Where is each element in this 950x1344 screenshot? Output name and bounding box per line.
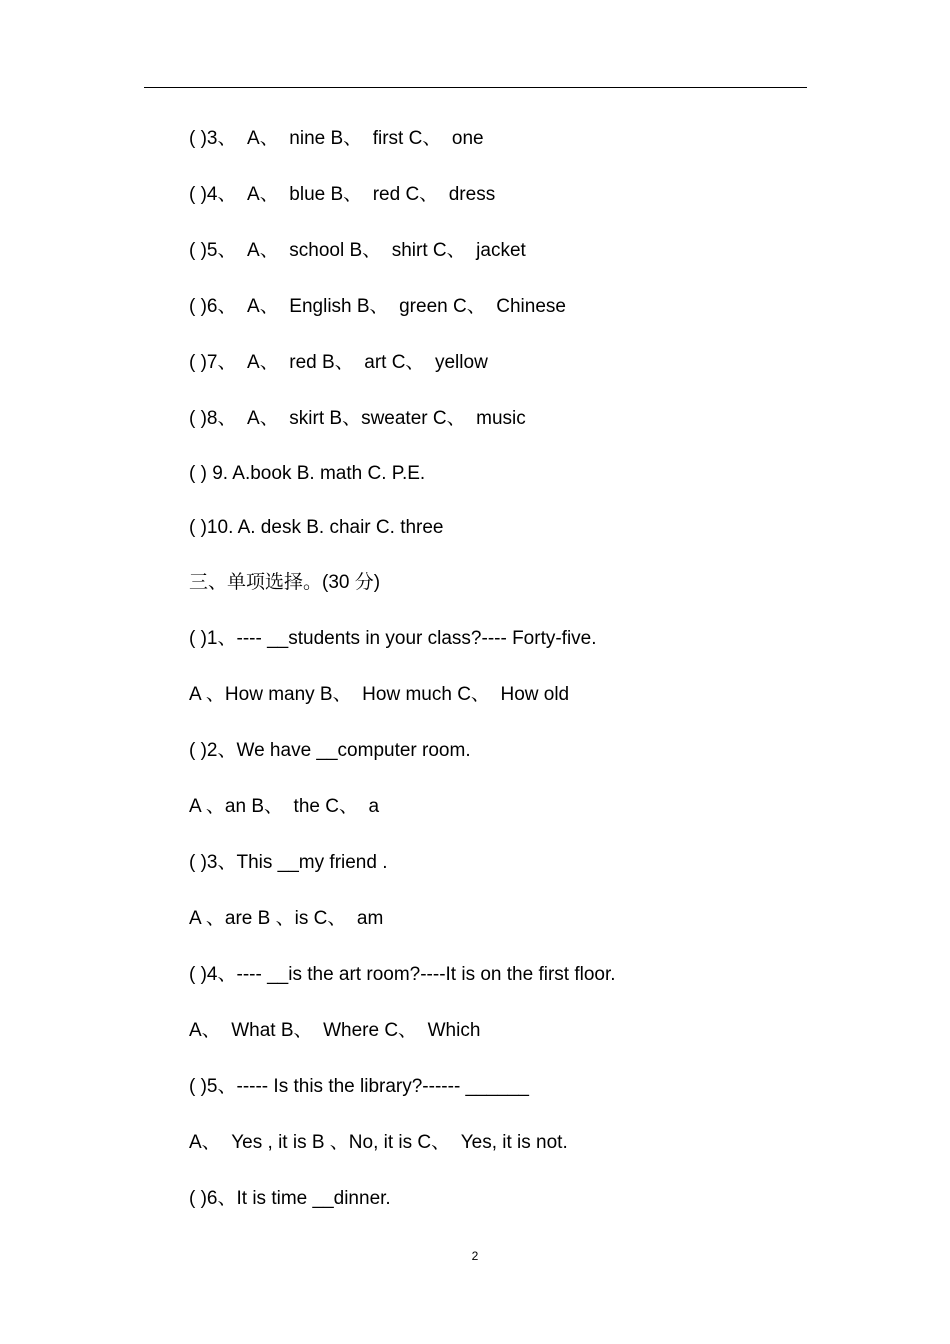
question-line: ( )3、 A、 nine B、 first C、 one [189, 128, 484, 149]
question-line: ( )4、 A、 blue B、 red C、 dress [189, 184, 496, 205]
question-line: ( )10. A. desk B. chair C. three [189, 517, 444, 538]
header-rule [144, 87, 807, 88]
question-line: ( )8、 A、 skirt B、sweater C、 music [189, 408, 526, 429]
question-line: ( )4、---- __is the art room?----It is on the first floor. [189, 964, 616, 985]
question-line: ( )3、This __my friend . [189, 852, 388, 873]
answer-options: A、 Yes , it is B 、No, it is C、 Yes, it is not. [189, 1132, 568, 1153]
question-line: ( ) 9. A.book B. math C. P.E. [189, 463, 426, 484]
question-line: ( )1、---- __students in your class?---- Forty-five. [189, 628, 597, 649]
question-line: ( )7、 A、 red B、 art C、 yellow [189, 352, 488, 373]
question-line: ( )6、It is time __dinner. [189, 1188, 391, 1209]
question-line: ( )2、We have __computer room. [189, 740, 471, 761]
answer-options: A 、How many B、 How much C、 How old [189, 684, 570, 705]
page-number: 2 [471, 1249, 479, 1263]
question-line: ( )5、 A、 school B、 shirt C、 jacket [189, 240, 526, 261]
question-line: ( )5、----- Is this the library?------ ______ [189, 1076, 529, 1097]
section-heading: 三、单项选择。(30 分) [189, 572, 381, 593]
question-line: ( )6、 A、 English B、 green C、 Chinese [189, 296, 566, 317]
answer-options: A 、are B 、is C、 am [189, 908, 384, 929]
answer-options: A 、an B、 the C、 a [189, 796, 380, 817]
answer-options: A、 What B、 Where C、 Which [189, 1020, 481, 1041]
